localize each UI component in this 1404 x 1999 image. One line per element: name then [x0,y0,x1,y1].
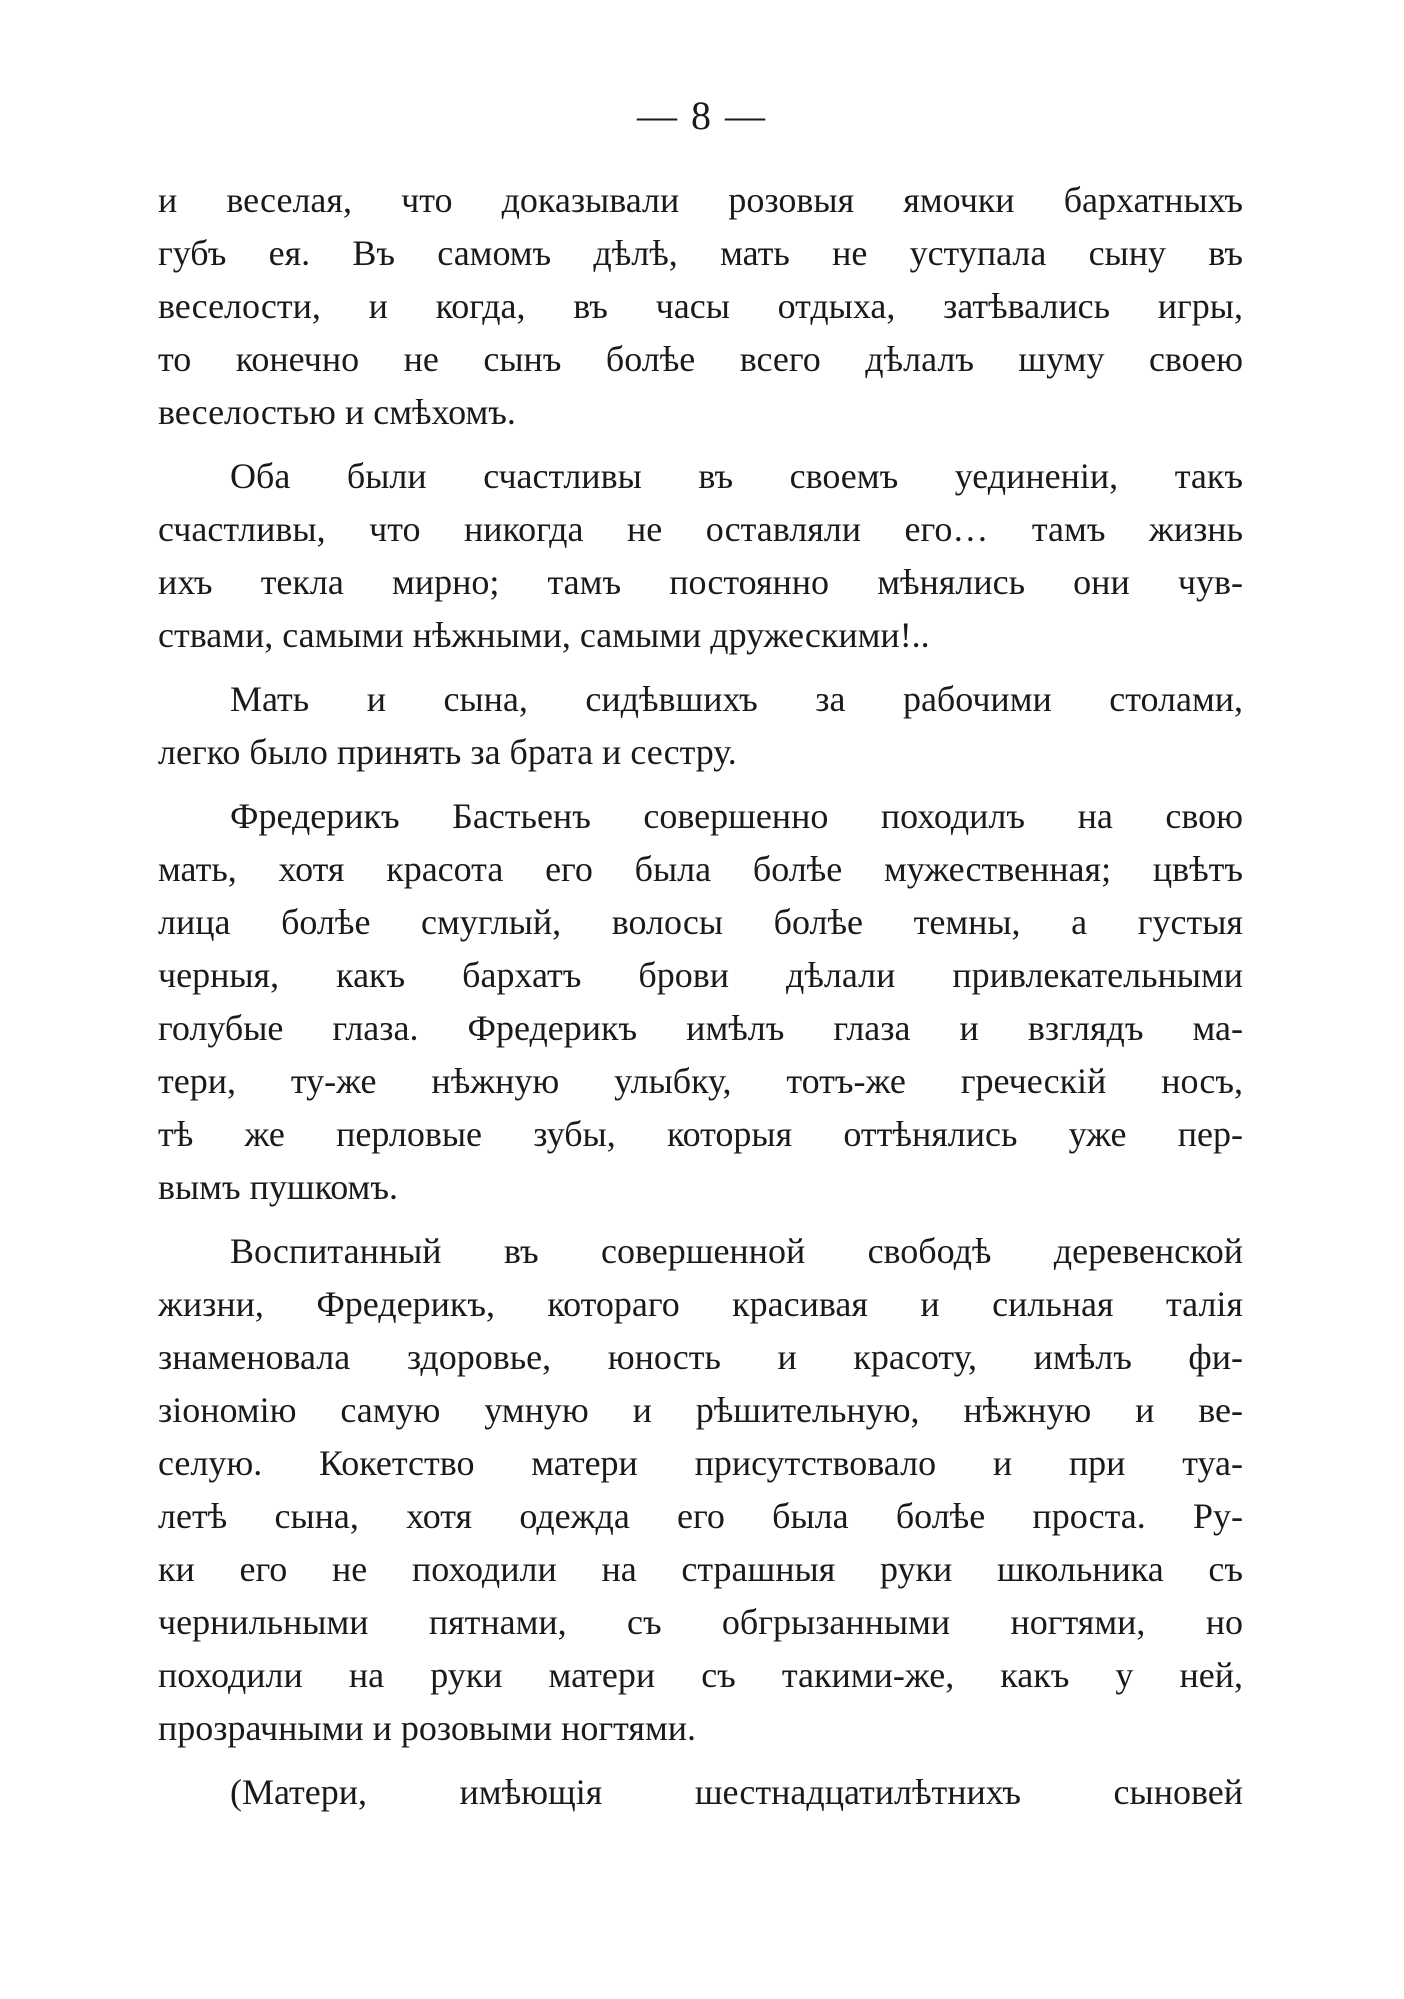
text-line: мать, хотя красота его была болѣе мужественная; цвѣтъ [158,849,1243,889]
text-line: походили на руки матери съ такими-же, какъ у ней, [158,1655,1243,1695]
paragraph [158,174,1243,439]
paragraph [158,1766,1243,1819]
paragraph [158,673,1243,779]
text-line: лица болѣе смуглый, волосы болѣе темны, а густыя [158,902,1243,942]
page-number: — 8 — [637,93,767,138]
text-line: тери, ту-же нѣжную улыбку, тотъ-же греческій носъ, [158,1061,1243,1101]
text-line: и веселая, что доказывали розовыя ямочки бархатныхъ [158,180,1243,220]
text-line: Воспитанный въ совершенной свободѣ деревенской [230,1231,1243,1271]
text-line: вымъ пушкомъ. [158,1167,398,1207]
text-line: (Матери, имѣющія шестнадцатилѣтнихъ сыновей [230,1772,1243,1812]
text-line: чернильными пятнами, съ обгрызанными ногтями, но [158,1602,1243,1642]
text-line: черныя, какъ бархатъ брови дѣлали привлекательными [158,955,1243,995]
page-text [158,174,1243,1830]
text-line: тѣ же перловые зубы, которыя оттѣнялись уже пер- [158,1114,1243,1154]
text-line: веселостью и смѣхомъ. [158,392,516,432]
text-line: то конечно не сынъ болѣе всего дѣлалъ шуму своею [158,339,1243,379]
text-line: жизни, Фредерикъ, котораго красивая и сильная талія [158,1284,1243,1324]
text-line: Мать и сына, сидѣвшихъ за рабочими столами, [230,679,1243,719]
text-line: зіономію самую умную и рѣшительную, нѣжную и ве- [158,1390,1243,1430]
text-line: Оба были счастливы въ своемъ уединеніи, такъ [230,456,1243,496]
text-line: ки его не походили на страшныя руки школьника съ [158,1549,1243,1589]
text-line: ихъ текла мирно; тамъ постоянно мѣнялись они чув- [158,562,1243,602]
text-line: голубые глаза. Фредерикъ имѣлъ глаза и взглядъ ма- [158,1008,1243,1048]
text-line: губъ ея. Въ самомъ дѣлѣ, мать не уступала сыну въ [158,233,1243,273]
text-line: летѣ сына, хотя одежда его была болѣе проста. Ру- [158,1496,1243,1536]
paragraph [158,450,1243,662]
text-line: Фредерикъ Бастьенъ совершенно походилъ на свою [230,796,1243,836]
text-line: веселости, и когда, въ часы отдыха, затѣвались игры, [158,286,1243,326]
text-line: легко было принять за брата и сестру. [158,732,737,772]
text-line: знаменовала здоровье, юность и красоту, имѣлъ фи- [158,1337,1243,1377]
paragraph [158,790,1243,1214]
text-line: прозрачными и розовыми ногтями. [158,1708,697,1748]
text-line: селую. Кокетство матери присутствовало и при туа- [158,1443,1243,1483]
paragraph [158,1225,1243,1755]
text-line: счастливы, что никогда не оставляли его… тамъ жизнь [158,509,1243,549]
text-line: ствами, самыми нѣжными, самыми дружескими!.. [158,615,930,655]
